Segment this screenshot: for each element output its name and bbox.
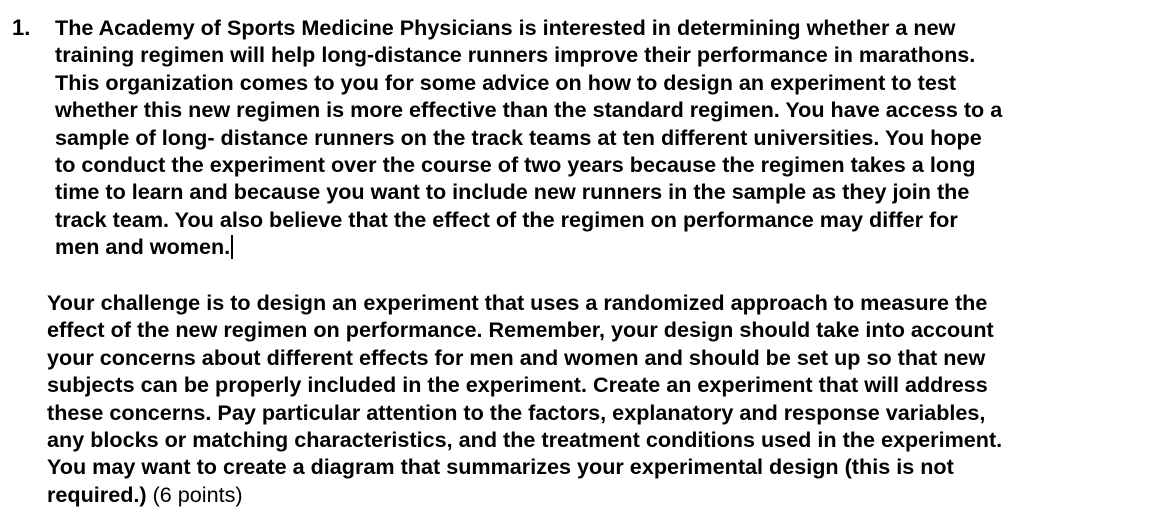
- challenge-line: any blocks or matching characteristics, and the treatment conditions used in the experiment.: [47, 427, 1003, 453]
- challenge-line-last: [47, 481, 1169, 508]
- challenge-line: these concerns. Pay particular attention to the factors, explanatory and response variables,: [47, 399, 986, 425]
- challenge-required-text: required.): [47, 481, 147, 507]
- challenge-line: effect of the new regimen on performance. Remember, your design should take into account: [47, 317, 994, 343]
- prompt-line: sample of long- distance runners on the track teams at ten different universities. You hope: [55, 124, 982, 150]
- question-prompt[interactable]: [55, 14, 1167, 261]
- prompt-line: to conduct the experiment over the course of two years because the regimen takes a long: [55, 152, 976, 178]
- challenge-line: subjects can be properly included in the experiment. Create an experiment that will address: [47, 372, 988, 398]
- prompt-line: time to learn and because you want to include new runners in the sample as they join the: [55, 179, 970, 205]
- question-number: 1.: [12, 15, 31, 40]
- prompt-line: The Academy of Sports Medicine Physicians is interested in determining whether a new: [55, 15, 956, 40]
- prompt-line: track team. You also believe that the effect of the regimen on performance may differ for: [55, 206, 958, 232]
- prompt-line: training regimen will help long-distance runners improve their performance in marathons.: [55, 42, 976, 68]
- challenge-line: your concerns about different effects for men and women and should be set up so that new: [47, 344, 986, 370]
- text-cursor: [231, 235, 233, 259]
- challenge-paragraph[interactable]: [47, 289, 1169, 508]
- points-label: (6 points): [146, 481, 243, 507]
- challenge-line: You may want to create a diagram that summarizes your experimental design (this is not: [47, 454, 954, 480]
- challenge-line: Your challenge is to design an experiment that uses a randomized approach to measure the: [47, 290, 988, 315]
- prompt-line: This organization comes to you for some advice on how to design an experiment to test: [55, 69, 957, 95]
- prompt-line-text: men and women.: [55, 234, 231, 260]
- prompt-line-last: [55, 233, 1167, 260]
- prompt-line: whether this new regimen is more effective than the standard regimen. You have access to a: [55, 97, 1003, 123]
